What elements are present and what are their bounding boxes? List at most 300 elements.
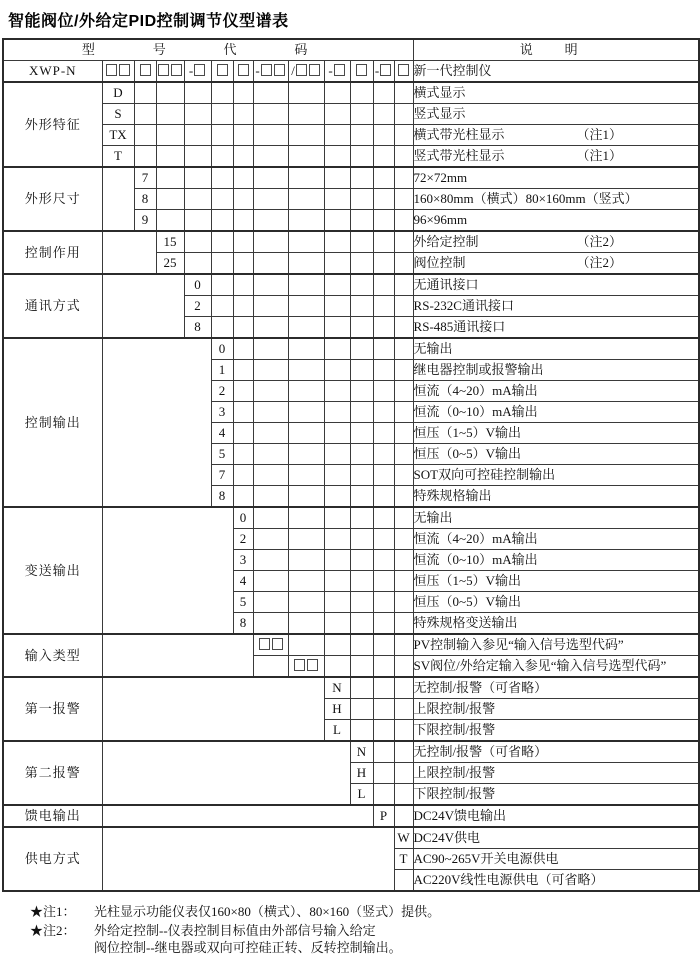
grid-cell: [233, 465, 253, 486]
grid-cell: [253, 529, 288, 550]
grid-cell: [324, 571, 350, 592]
grid-cell: [373, 231, 394, 253]
code-value-cell: 0: [211, 338, 233, 360]
option-row: [3, 146, 699, 168]
group-label-cell: 通讯方式: [3, 274, 102, 338]
grid-cell: [156, 167, 184, 189]
grid-cell: [350, 634, 373, 656]
grid-cell: [156, 104, 184, 125]
desc-text: AC90~265V开关电源供电: [413, 851, 559, 866]
desc-cell: [413, 167, 699, 189]
code-box-placeholder: [294, 659, 305, 671]
grid-cell: [394, 253, 413, 275]
desc-cell: [413, 656, 699, 678]
grid-cell: [253, 146, 288, 168]
grid-cell: [394, 465, 413, 486]
grid-cell: [324, 317, 350, 339]
grid-cell: [324, 274, 350, 296]
group-label-cell: 第二报警: [3, 741, 102, 805]
code-box-placeholder: [334, 64, 345, 76]
grid-cell: [253, 423, 288, 444]
grid-cell: [373, 507, 394, 529]
code-placeholder-cell: [102, 61, 134, 83]
code-value-cell: 0: [233, 507, 253, 529]
desc-text: 恒压（0~5）V输出: [413, 594, 521, 609]
grid-cell: [373, 317, 394, 339]
grid-cell: [350, 465, 373, 486]
grid-cell: [394, 167, 413, 189]
code-box-placeholder: [380, 64, 391, 76]
grid-cell: [253, 486, 288, 508]
note-reference: （注2）: [576, 255, 623, 270]
grid-cell: [324, 634, 350, 656]
grid-cell: [394, 805, 413, 827]
grid-cell: [233, 104, 253, 125]
grid-cell: [288, 104, 324, 125]
code-box-placeholder: [106, 64, 117, 76]
grid-cell: [373, 550, 394, 571]
option-row: [3, 634, 699, 656]
grid-cell: [211, 231, 233, 253]
grid-cell: [184, 167, 211, 189]
grid-cell: [373, 741, 394, 763]
grid-cell: [350, 274, 373, 296]
desc-text: DC24V馈电输出: [413, 808, 506, 823]
grid-cell: [394, 381, 413, 402]
grid-cell: [184, 253, 211, 275]
grid-cell: [373, 274, 394, 296]
code-box-placeholder: [194, 64, 205, 76]
grid-cell: [253, 613, 288, 635]
grid-cell: [211, 82, 233, 104]
grid-cell: [373, 402, 394, 423]
desc-text: 恒流（0~10）mA输出: [413, 404, 538, 419]
grid-cell: [394, 486, 413, 508]
grid-cell: [373, 571, 394, 592]
grid-cell: [233, 381, 253, 402]
grid-cell: [211, 210, 233, 232]
note-reference: （注1）: [576, 148, 623, 163]
grid-cell: [350, 338, 373, 360]
grid-cell: [288, 634, 324, 656]
grid-cell: [373, 699, 394, 720]
grid-cell: [394, 104, 413, 125]
desc-text: RS-485通讯接口: [413, 319, 506, 334]
grid-cell: [233, 210, 253, 232]
desc-text: 下限控制/报警: [413, 722, 496, 737]
grid-cell: [288, 125, 324, 146]
code-value-cell: TX: [102, 125, 134, 146]
grid-cell: [394, 360, 413, 381]
grid-cell: [373, 656, 394, 678]
merged-blank-cell: [102, 677, 324, 741]
grid-cell: [288, 486, 324, 508]
page-title: 智能阀位/外给定PID控制调节仪型谱表: [8, 13, 289, 30]
code-value-cell: 8: [134, 189, 156, 210]
code-value-cell: 8: [211, 486, 233, 508]
grid-cell: [288, 231, 324, 253]
code-value-cell: 2: [233, 529, 253, 550]
grid-cell: [394, 296, 413, 317]
grid-cell: [253, 189, 288, 210]
grid-cell: [184, 82, 211, 104]
grid-cell: [211, 167, 233, 189]
grid-cell: [373, 763, 394, 784]
grid-cell: [373, 146, 394, 168]
code-value-cell: 4: [233, 571, 253, 592]
grid-cell: [373, 677, 394, 699]
grid-cell: [324, 613, 350, 635]
desc-cell: [413, 274, 699, 296]
grid-cell: [288, 146, 324, 168]
code-placeholder-cell: [134, 61, 156, 83]
grid-cell: [350, 125, 373, 146]
grid-cell: [394, 784, 413, 806]
option-row: [3, 104, 699, 125]
option-row: [3, 677, 699, 699]
grid-cell: [211, 104, 233, 125]
grid-cell: [373, 338, 394, 360]
grid-cell: [394, 338, 413, 360]
code-columns-header: 型 号 代 码: [3, 39, 413, 61]
grid-cell: [324, 444, 350, 465]
grid-cell: [253, 592, 288, 613]
grid-cell: [350, 104, 373, 125]
grid-cell: [253, 444, 288, 465]
grid-cell: [211, 296, 233, 317]
grid-cell: [184, 210, 211, 232]
code-box-placeholder: [259, 638, 270, 650]
desc-cell: [413, 613, 699, 635]
desc-text: RS-232C通讯接口: [413, 298, 514, 313]
desc-text: 横式带光柱显示: [413, 127, 505, 142]
grid-cell: [288, 571, 324, 592]
note-reference: （注1）: [576, 127, 623, 142]
grid-cell: [156, 82, 184, 104]
grid-cell: [156, 125, 184, 146]
grid-cell: [373, 613, 394, 635]
code-box-placeholder: [158, 64, 169, 76]
desc-text: 阀位控制: [413, 255, 466, 270]
footnote-text: 外给定控制--仪表控制目标值由外部信号输入给定 阀位控制--继电器或双向可控硅正转、反转控制输出。: [94, 923, 402, 955]
desc-text: 无控制/报警（可省略）: [413, 744, 548, 759]
desc-cell: [413, 296, 699, 317]
grid-cell: [394, 317, 413, 339]
grid-cell: [394, 82, 413, 104]
code-value-cell: 2: [211, 381, 233, 402]
desc-cell: [413, 827, 699, 849]
grid-cell: [184, 189, 211, 210]
grid-cell: [373, 784, 394, 806]
desc-text: 无通讯接口: [413, 277, 479, 292]
desc-cell: [413, 338, 699, 360]
grid-cell: [350, 296, 373, 317]
description-header: 说 明: [413, 39, 699, 61]
group-label-cell: 馈电输出: [3, 805, 102, 827]
model-code-table: [2, 38, 700, 892]
grid-cell: [394, 741, 413, 763]
desc-cell: [413, 486, 699, 508]
code-value-cell: L: [350, 784, 373, 806]
grid-cell: [184, 231, 211, 253]
grid-cell: [324, 231, 350, 253]
code-value-cell: T: [102, 146, 134, 168]
desc-text: 恒流（0~10）mA输出: [413, 552, 538, 567]
merged-blank-cell: [102, 338, 211, 507]
grid-cell: [288, 296, 324, 317]
code-value-cell: 5: [211, 444, 233, 465]
grid-cell: [373, 634, 394, 656]
code-value-cell: 5: [233, 592, 253, 613]
grid-cell: [233, 486, 253, 508]
grid-cell: [288, 210, 324, 232]
merged-blank-cell: [102, 231, 156, 274]
desc-cell: [413, 317, 699, 339]
group-label-cell: 外形尺寸: [3, 167, 102, 231]
grid-cell: [350, 656, 373, 678]
desc-text: 无输出: [413, 341, 453, 356]
grid-cell: [253, 338, 288, 360]
grid-cell: [350, 677, 373, 699]
grid-cell: [394, 571, 413, 592]
code-box-placeholder: [274, 64, 285, 76]
grid-cell: [288, 592, 324, 613]
grid-cell: [253, 231, 288, 253]
desc-text: 上限控制/报警: [413, 701, 496, 716]
grid-cell: [288, 465, 324, 486]
grid-cell: [233, 444, 253, 465]
grid-cell: [373, 210, 394, 232]
grid-cell: [233, 253, 253, 275]
footnote: [30, 922, 700, 956]
desc-text: 继电器控制或报警输出: [413, 362, 544, 377]
code-placeholder-cell: [350, 61, 373, 83]
desc-text: 恒压（1~5）V输出: [413, 425, 521, 440]
code-box-placeholder: [309, 64, 320, 76]
desc-cell: [413, 231, 699, 253]
grid-cell: [394, 146, 413, 168]
grid-cell: [134, 104, 156, 125]
grid-cell: [350, 360, 373, 381]
desc-text: 特殊规格变送输出: [413, 615, 518, 630]
grid-cell: [288, 317, 324, 339]
grid-cell: [233, 402, 253, 423]
grid-cell: [253, 253, 288, 275]
grid-cell: [211, 317, 233, 339]
grid-cell: [156, 146, 184, 168]
grid-cell: [324, 338, 350, 360]
grid-cell: [324, 592, 350, 613]
code-placeholder-cell: -: [184, 61, 211, 83]
grid-cell: [373, 465, 394, 486]
code-value-cell: S: [102, 104, 134, 125]
footnotes: [30, 903, 700, 956]
grid-cell: [134, 82, 156, 104]
grid-cell: [233, 423, 253, 444]
code-placeholder-cell: [211, 61, 233, 83]
grid-cell: [324, 146, 350, 168]
grid-cell: [394, 592, 413, 613]
desc-cell: [413, 402, 699, 423]
grid-cell: [373, 529, 394, 550]
grid-cell: [324, 82, 350, 104]
desc-cell: [413, 189, 699, 210]
grid-cell: [373, 486, 394, 508]
grid-cell: [184, 125, 211, 146]
grid-cell: [211, 125, 233, 146]
desc-cell: [413, 360, 699, 381]
option-row: [3, 507, 699, 529]
grid-cell: [253, 317, 288, 339]
grid-cell: [233, 274, 253, 296]
grid-cell: [233, 189, 253, 210]
desc-text: 无输出: [413, 510, 453, 525]
grid-cell: [253, 210, 288, 232]
group-label-cell: 控制作用: [3, 231, 102, 274]
desc-cell: [413, 82, 699, 104]
grid-cell: [373, 423, 394, 444]
merged-blank-cell: [102, 507, 233, 634]
grid-cell: [211, 274, 233, 296]
code-value-cell: P: [373, 805, 394, 827]
grid-cell: [156, 210, 184, 232]
desc-cell: [413, 849, 699, 870]
grid-cell: [394, 423, 413, 444]
desc-cell: [413, 253, 699, 275]
grid-cell: [324, 360, 350, 381]
code-placeholder-cell: -: [253, 61, 288, 83]
desc-cell: [413, 720, 699, 742]
grid-cell: [373, 167, 394, 189]
desc-cell: [413, 741, 699, 763]
desc-text: 无控制/报警（可省略）: [413, 680, 548, 695]
option-row: [3, 338, 699, 360]
desc-text: 160×80mm（横式）80×160mm（竖式）: [413, 191, 638, 206]
grid-cell: [324, 189, 350, 210]
merged-blank-cell: [102, 741, 350, 805]
grid-cell: [373, 720, 394, 742]
code-placeholder-cell: /: [288, 61, 324, 83]
merged-blank-cell: [102, 274, 184, 338]
grid-cell: [253, 82, 288, 104]
code-value-cell: H: [324, 699, 350, 720]
desc-cell: [413, 465, 699, 486]
grid-cell: [233, 125, 253, 146]
grid-cell: [350, 381, 373, 402]
grid-cell: [288, 613, 324, 635]
grid-cell: [184, 146, 211, 168]
code-box-placeholder: [171, 64, 182, 76]
desc-text: SV阀位/外给定输入参见“输入信号选型代码”: [413, 658, 667, 673]
grid-cell: [350, 231, 373, 253]
grid-cell: [253, 274, 288, 296]
desc-text: 上限控制/报警: [413, 765, 496, 780]
code-value-cell: [253, 634, 288, 656]
desc-text: 72×72mm: [413, 170, 468, 185]
grid-cell: [233, 167, 253, 189]
grid-cell: [253, 360, 288, 381]
desc-cell: [413, 125, 699, 146]
grid-cell: [394, 274, 413, 296]
grid-cell: [324, 125, 350, 146]
grid-cell: [134, 146, 156, 168]
code-value-cell: 15: [156, 231, 184, 253]
desc-cell: [413, 571, 699, 592]
desc-cell: [413, 381, 699, 402]
step-blank-cell: [253, 656, 288, 678]
grid-cell: [394, 656, 413, 678]
code-placeholder-cell: -: [324, 61, 350, 83]
grid-cell: [288, 253, 324, 275]
grid-cell: [350, 720, 373, 742]
group-label-cell: 变送输出: [3, 507, 102, 634]
desc-cell: [413, 763, 699, 784]
grid-cell: [324, 210, 350, 232]
grid-cell: [288, 550, 324, 571]
grid-cell: [373, 253, 394, 275]
grid-cell: [253, 296, 288, 317]
merged-blank-cell: [102, 805, 373, 827]
footnote: [30, 903, 700, 920]
grid-cell: [288, 360, 324, 381]
grid-cell: [324, 507, 350, 529]
code-box-placeholder: [140, 64, 151, 76]
grid-cell: [373, 296, 394, 317]
code-box-placeholder: [307, 659, 318, 671]
merged-blank-cell: [102, 167, 134, 231]
grid-cell: [394, 699, 413, 720]
merged-blank-cell: [102, 634, 253, 677]
code-value-cell: N: [324, 677, 350, 699]
code-box-placeholder: [272, 638, 283, 650]
desc-cell: [413, 104, 699, 125]
footnote-text: 光柱显示功能仪表仅160×80（横式）、80×160（竖式）提供。: [94, 904, 441, 919]
desc-text: 恒压（0~5）V输出: [413, 446, 521, 461]
grid-cell: [350, 613, 373, 635]
desc-text: 外给定控制: [413, 234, 479, 249]
grid-cell: [324, 402, 350, 423]
code-value-cell: L: [324, 720, 350, 742]
grid-cell: [233, 231, 253, 253]
grid-cell: [394, 613, 413, 635]
grid-cell: [350, 571, 373, 592]
code-box-placeholder: [238, 64, 249, 76]
grid-cell: [373, 82, 394, 104]
grid-cell: [394, 529, 413, 550]
code-value-cell: 8: [233, 613, 253, 635]
code-box-placeholder: [119, 64, 130, 76]
desc-cell: [413, 146, 699, 168]
grid-cell: [253, 125, 288, 146]
desc-text: 96×96mm: [413, 212, 468, 227]
grid-cell: [350, 167, 373, 189]
desc-text: 竖式显示: [413, 106, 466, 121]
grid-cell: [350, 146, 373, 168]
desc-text: 横式显示: [413, 85, 466, 100]
code-value-cell: 7: [211, 465, 233, 486]
grid-cell: [253, 550, 288, 571]
desc-text: 下限控制/报警: [413, 786, 496, 801]
model-name-cell: XWP-N: [3, 61, 102, 83]
grid-cell: [253, 104, 288, 125]
code-value-cell: 0: [184, 274, 211, 296]
grid-cell: [324, 104, 350, 125]
grid-cell: [373, 592, 394, 613]
desc-cell: [413, 677, 699, 699]
grid-cell: [288, 423, 324, 444]
grid-cell: [373, 360, 394, 381]
grid-cell: [233, 360, 253, 381]
